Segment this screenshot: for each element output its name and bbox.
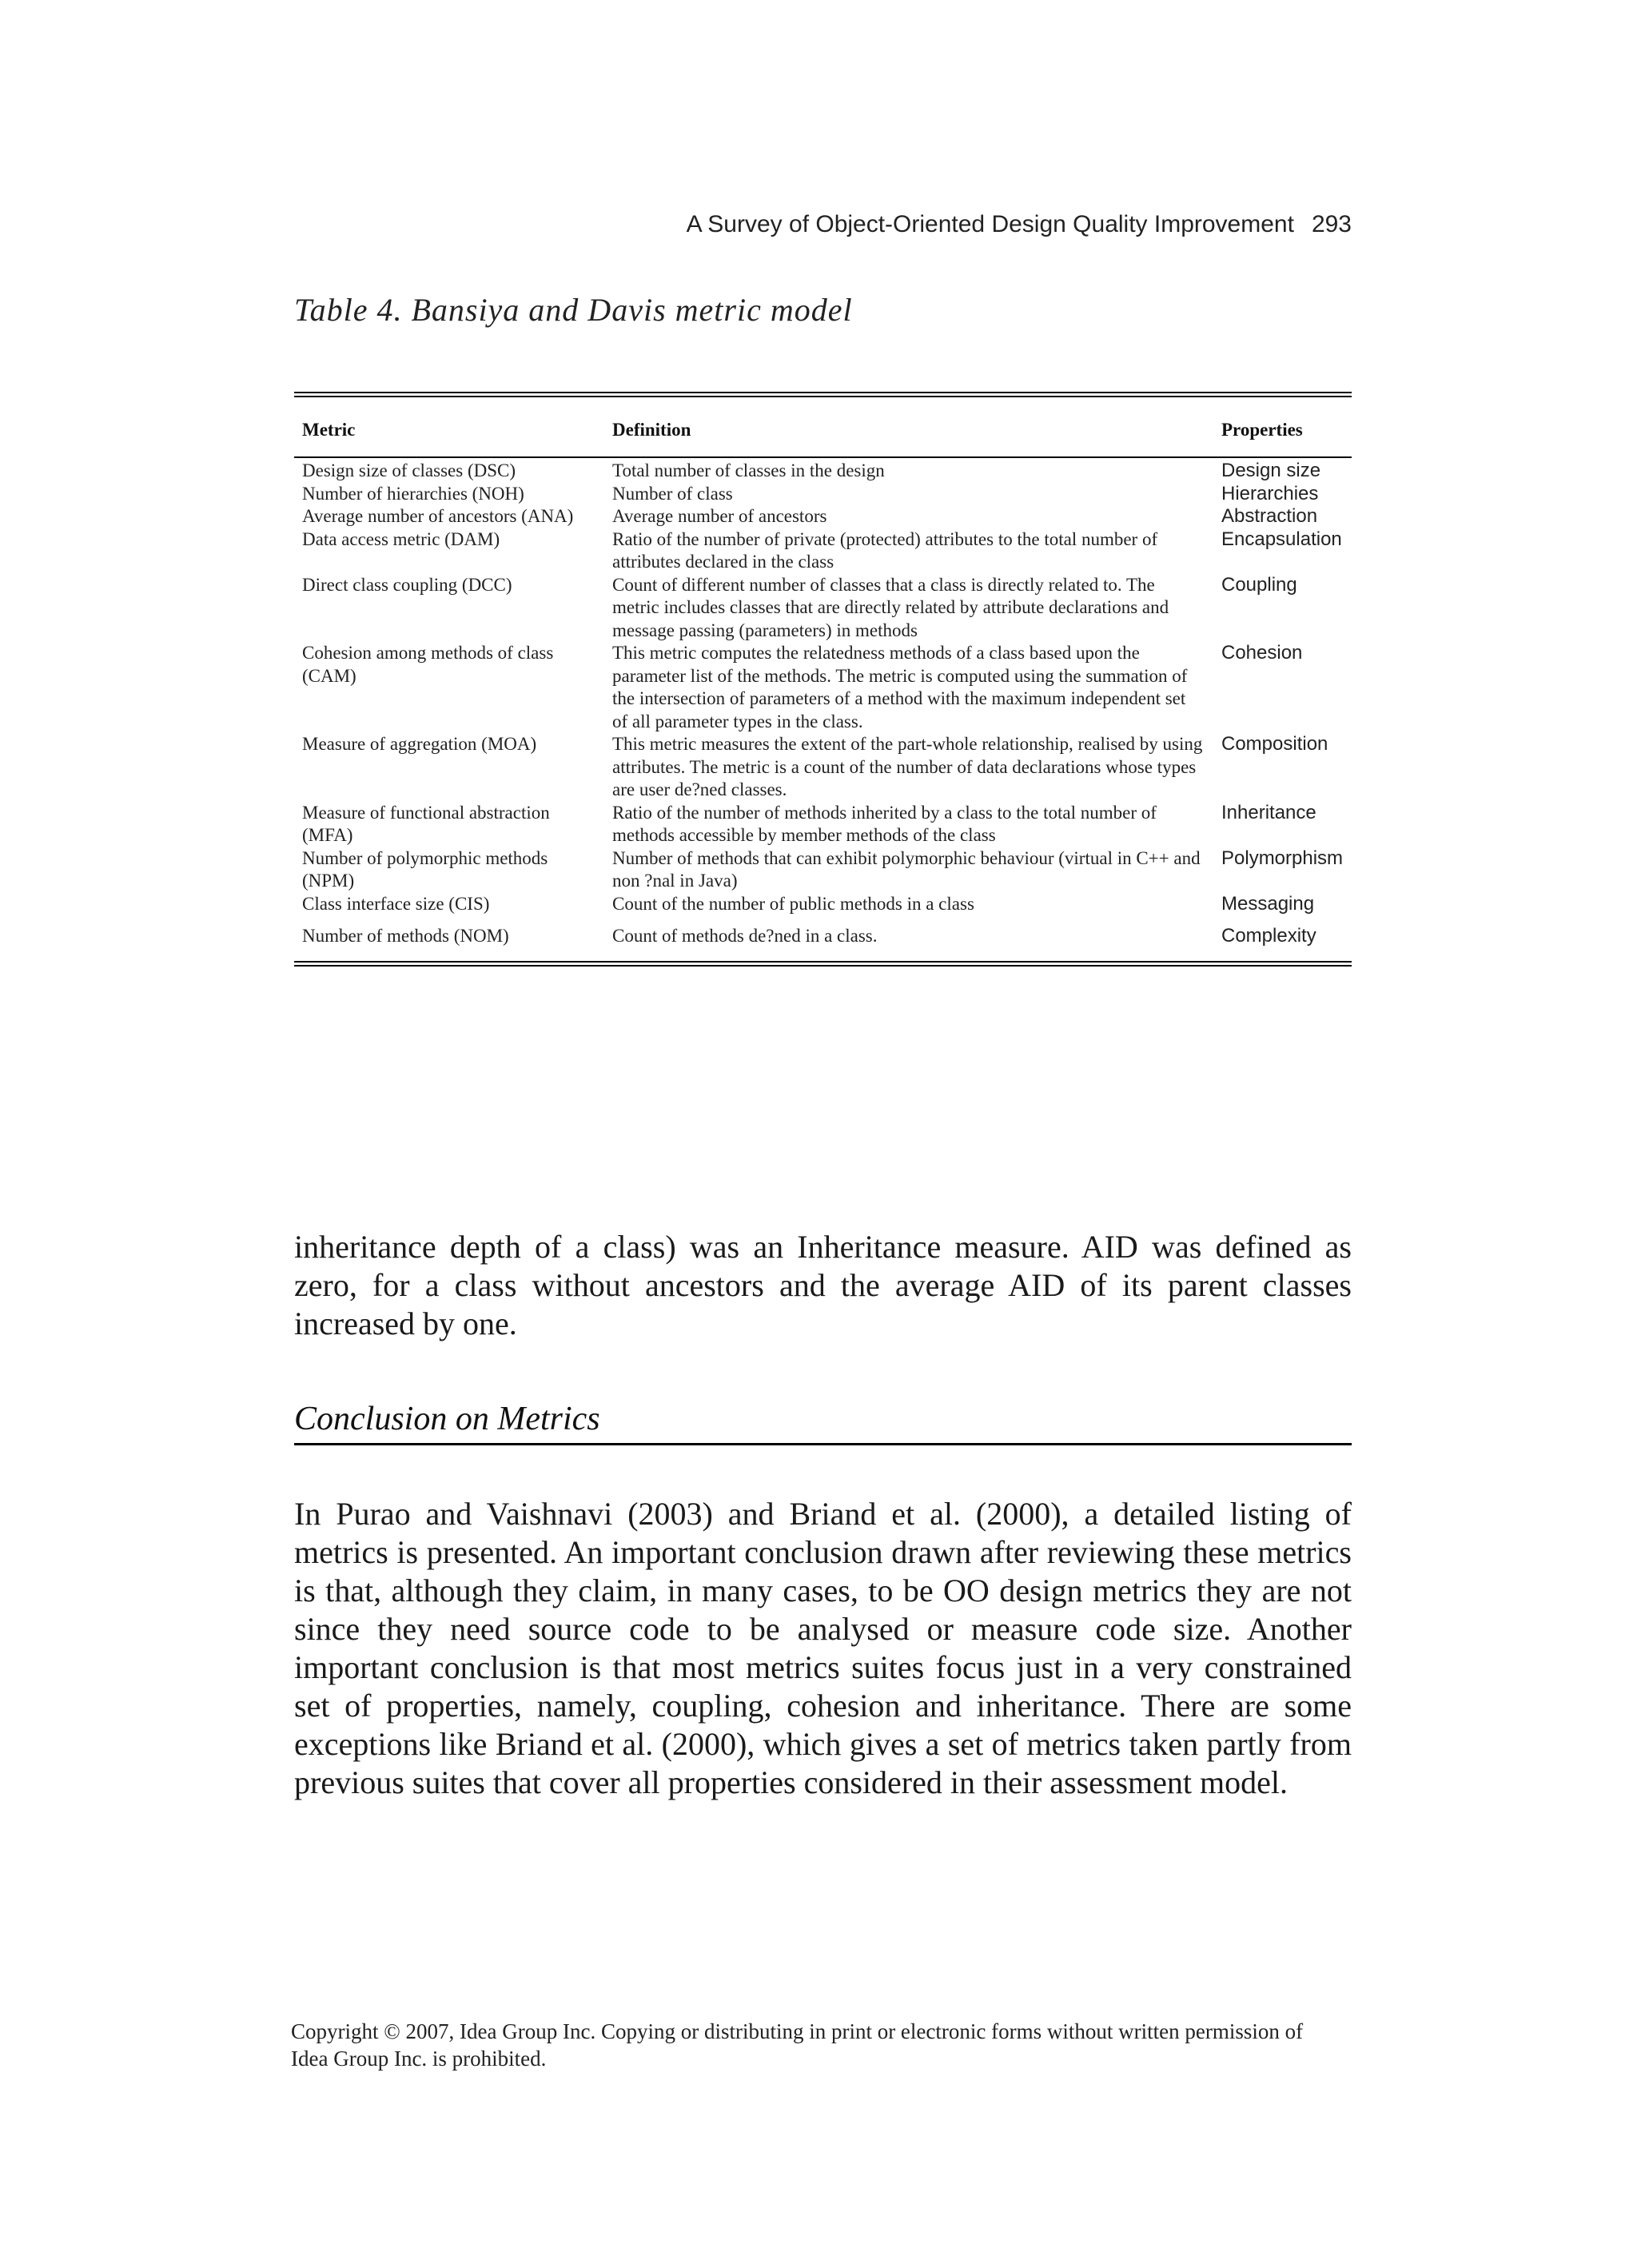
table-row	[294, 733, 1352, 802]
metric-cell: Class interface size (CIS)	[302, 893, 490, 914]
header-properties: Properties	[1221, 420, 1303, 440]
property-cell: Cohesion	[1221, 642, 1303, 664]
table-row	[294, 802, 1352, 847]
property-cell: Messaging	[1221, 892, 1315, 915]
definition-cell: Count of methods de?ned in a class.	[612, 926, 878, 946]
body-paragraph: inheritance depth of a class) was an Inheritance measure. AID was defined as zero, for a class without ancestors and the average AID of its parent classes increased by one.	[294, 1229, 1352, 1341]
table-row	[294, 847, 1352, 893]
table-row	[294, 528, 1352, 574]
definition-cell: Count of the number of public methods in a class	[612, 893, 974, 914]
property-cell: Hierarchies	[1221, 482, 1319, 504]
definition-cell: Count of different number of classes that a class is directly related to. The metric includes classes that are directly related by attribute declarations and message passing (parameters) in methods	[612, 574, 1169, 640]
copyright-footer: Copyright © 2007, Idea Group Inc. Copying or distributing in print or electronic forms without written permission of Idea Group Inc. is prohibited.	[291, 2019, 1304, 2071]
page-number: 293	[1311, 211, 1352, 237]
header-definition: Definition	[612, 420, 691, 440]
table-header-row	[294, 397, 1352, 456]
property-cell: Coupling	[1221, 573, 1297, 596]
definition-cell: This metric computes the relatedness methods of a class based upon the parameter list of the methods. The metric is computed using the summation of the intersection of parameters of a method with the maximum independent set of all parameter types in the class.	[612, 643, 1188, 731]
metric-cell: Data access metric (DAM)	[302, 528, 500, 549]
definition-cell: Average number of ancestors	[612, 506, 827, 526]
definition-cell: Ratio of the number of methods inherited by a class to the total number of methods accessible by member methods of the class	[612, 802, 1157, 845]
table-row	[294, 574, 1352, 643]
metrics-table	[294, 392, 1352, 967]
property-cell: Design size	[1221, 460, 1321, 481]
metric-cell: Design size of classes (DSC)	[302, 460, 516, 480]
definition-cell: Ratio of the number of private (protected) attributes to the total number of attributes declared in the class	[612, 528, 1158, 572]
metric-cell: Cohesion among methods of class (CAM)	[302, 643, 554, 686]
metric-cell: Number of hierarchies (NOH)	[302, 483, 524, 504]
definition-cell: Number of methods that can exhibit polymorphic behaviour (virtual in C++ and non ?nal in Java)	[612, 847, 1201, 891]
table-top-rule	[294, 392, 1352, 397]
property-cell: Polymorphism	[1221, 847, 1344, 869]
running-header	[687, 211, 1352, 238]
definition-cell: Number of class	[612, 483, 733, 504]
property-cell: Encapsulation	[1221, 528, 1342, 550]
table-row	[294, 893, 1352, 916]
table-row	[294, 483, 1352, 506]
metric-cell: Number of polymorphic methods (NPM)	[302, 847, 548, 891]
header-metric: Metric	[302, 420, 356, 440]
header-title: A Survey of Object-Oriented Design Quality Improvement	[686, 211, 1294, 237]
metric-cell: Number of methods (NOM)	[302, 926, 509, 946]
property-cell: Complexity	[1221, 925, 1316, 947]
definition-cell: Total number of classes in the design	[612, 460, 885, 480]
table-row	[294, 458, 1352, 483]
metric-cell: Average number of ancestors (ANA)	[302, 506, 574, 526]
table-row	[294, 915, 1352, 961]
metric-cell: Measure of aggregation (MOA)	[302, 734, 537, 754]
table-row	[294, 642, 1352, 733]
property-cell: Composition	[1221, 733, 1328, 755]
property-cell: Abstraction	[1221, 505, 1318, 527]
section-heading: Conclusion on Metrics	[294, 1400, 1352, 1445]
table-caption: Table 4. Bansiya and Davis metric model	[294, 292, 853, 328]
table-row	[294, 505, 1352, 528]
property-cell: Inheritance	[1221, 801, 1316, 823]
table-bottom-rule	[294, 961, 1352, 967]
metric-cell: Direct class coupling (DCC)	[302, 574, 512, 595]
definition-cell: This metric measures the extent of the part-whole relationship, realised by using attributes. The metric is a count of the number of data declarations whose types are user de?ned classes.	[612, 734, 1203, 799]
body-paragraph: In Purao and Vaishnavi (2003) and Briand et al. (2000), a detailed listing of metrics is presented. An important conclusion drawn after reviewing these metrics is that, although they claim, in many cases, to be OO design metrics they are not since they need source code to be analysed or measure code size. Another important conclusion is that most metrics suites focus just in a very constrained set of properties, namely, coupling, cohesion and inheritance. There are some exceptions like Briand et al. (2000), which gives a set of metrics taken partly from previous suites that cover all properties considered in their assessment model.	[294, 1496, 1352, 1800]
metric-cell: Measure of functional abstraction (MFA)	[302, 802, 550, 845]
